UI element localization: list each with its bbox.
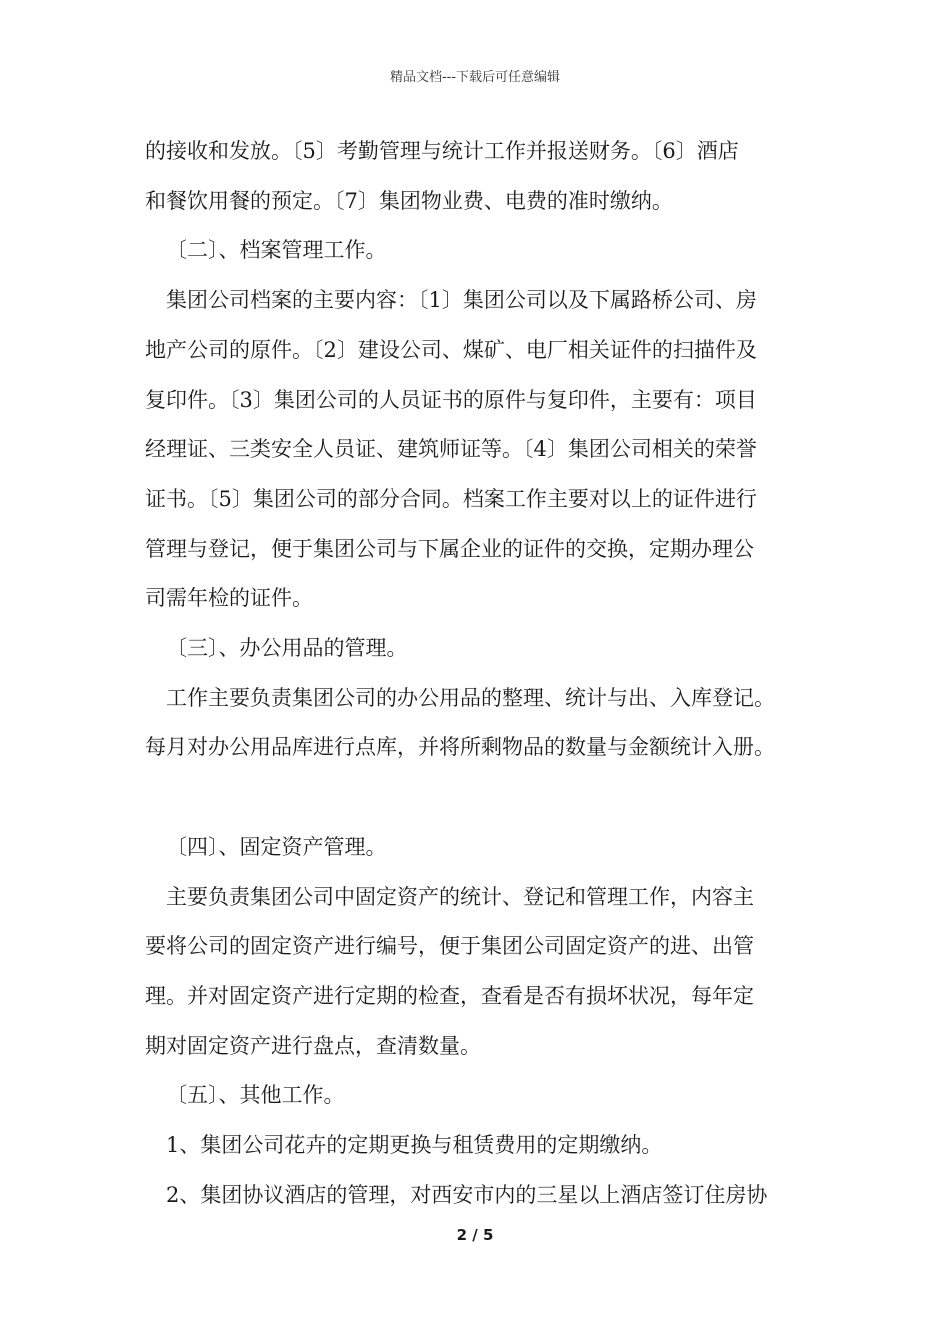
paragraph-line: 的接收和发放。〔5〕考勤管理与统计工作并报送财务。〔6〕酒店 — [145, 139, 739, 163]
document-body — [145, 127, 825, 1220]
section-heading: 〔四〕、固定资产管理。 — [166, 834, 387, 859]
paragraph-line: 证书。〔5〕集团公司的部分合同。档案工作主要对以上的证件进行 — [145, 486, 757, 511]
section-heading: 〔五〕、其他工作。 — [166, 1083, 345, 1108]
list-item: 1、集团公司花卉的定期更换与租赁费用的定期缴纳。 — [166, 1133, 663, 1158]
paragraph-line: 地产公司的原件。〔2〕建设公司、煤矿、电厂相关证件的扫描件及 — [145, 337, 757, 362]
section-heading: 〔二〕、档案管理工作。 — [166, 238, 387, 263]
paragraph-line: 集团公司档案的主要内容：〔1〕集团公司以及下属路桥公司、房 — [166, 288, 757, 313]
paragraph-line: 理。并对固定资产进行定期的检查，查看是否有损坏状况，每年定 — [145, 983, 754, 1008]
paragraph-line: 和餐饮用餐的预定。〔7〕集团物业费、电费的准时缴纳。 — [145, 188, 673, 213]
paragraph-line: 复印件。〔3〕集团公司的人员证书的原件与复印件，主要有：项目 — [145, 387, 757, 412]
section-heading: 〔三〕、办公用品的管理。 — [166, 636, 408, 661]
paragraph-line: 要将公司的固定资产进行编号，便于集团公司固定资产的进、出管 — [145, 934, 754, 959]
paragraph-line: 管理与登记，便于集团公司与下属企业的证件的交换，定期办理公 — [145, 536, 754, 561]
paragraph-line: 工作主要负责集团公司的办公用品的整理、统计与出、入库登记。 — [166, 685, 775, 710]
paragraph-line: 经理证、三类安全人员证、建筑师证等。〔4〕集团公司相关的荣誉 — [145, 437, 757, 462]
blank-line — [145, 773, 825, 823]
document-header: 精品文档---下载后可任意编辑 — [389, 70, 561, 85]
paragraph-line: 司需年检的证件。 — [145, 586, 313, 611]
paragraph-line: 期对固定资产进行盘点，查清数量。 — [145, 1033, 481, 1058]
list-item: 2、集团协议酒店的管理，对西安市内的三星以上酒店签订住房协 — [166, 1182, 768, 1207]
paragraph-line: 主要负责集团公司中固定资产的统计、登记和管理工作，内容主 — [166, 884, 754, 909]
paragraph-line: 每月对办公用品库进行点库，并将所剩物品的数量与金额统计入册。 — [145, 735, 775, 760]
page-number: 2 / 5 — [456, 1226, 494, 1244]
